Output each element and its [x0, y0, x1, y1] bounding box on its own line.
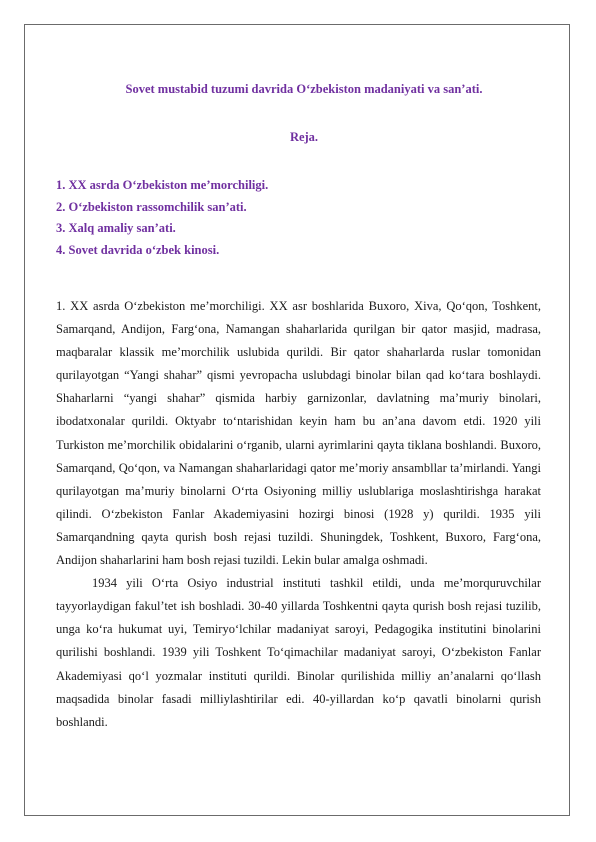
plan-heading: Reja. [289, 130, 319, 144]
plan-item: 3. Xalq amaliy san’ati. [56, 221, 176, 235]
body-text [56, 295, 541, 734]
plan-item: 2. O‘zbekiston rassomchilik san’ati. [56, 199, 247, 214]
plan-item: 1. XX asrda O‘zbekiston me’morchiligi. [56, 178, 269, 192]
paragraph: 1934 yili O‘rta Osiyo industrial instituti tashkil etildi, unda me’morquruvchilar tayyorlaydigan fakul’tet ish boshladi. 30-40 yillarda Toshkentni qayta qurish bosh rejasi tuzilib, unga ko‘ra hukumat uyi, Temiryo‘lchilar madaniyat saroyi, Pedagogika institutini binolarini qurilishi boshlandi. 1939 yili Toshkent To‘qimachilar madaniyat saroyi, O‘zbekiston Fanlar Akademiyasi qo‘l yozmalar instituti qurildi. Binolar qurilishida milliy an’analarni qo‘llash maqsadida binolar fasadi milliylashtirilar edi. 40-yillardan ko‘p qavatli binolarni qurish boshlandi. [56, 576, 541, 729]
document-title: Sovet mustabid tuzumi davrida O‘zbekiston madaniyati va san’ati. [125, 82, 483, 96]
paragraph: 1. XX asrda O‘zbekiston me’morchiligi. XX asr boshlarida Buxoro, Xiva, Qo‘qon, Toshkent, Samarqand, Andijon, Farg‘ona, Namangan shaharlarida qurilgan bir qator masjid, madrasa, maqbaralar klassik me’morchilik uslubida qurildi. Bir qator shaharlarda ruslar tomonidan qurilayotgan “Yangi shahar” qismi yevropacha uslubdagi binolar bilan qad ko‘tara boshlaydi. Shaharlarni “yangi shahar” qismida harbiy garnizonlar, davlatning ma’muriy binolari, ibodatxonalar qurildi. Oktyabr to‘ntarishidan keyin ham bu an’ana davom etdi. 1920 yili Turkiston me’morchilik obidalarini o‘rganib, ularni ayrimlarini qayta tiklana boshlandi. Buxoro, Samarqand, Qo‘qon, va Namangan shaharlaridagi qator me’moriy ansambllar ta’mirlandi. Yangi qurilayotgan ma’muriy binolarni O‘rta Osiyoning milliy uslublariga moslashtirishga harakat qilindi. O‘zbekiston Fanlar Akademiyasini hozirgi binosi (1928 y) qurildi. 1935 yili Samarqandning qayta qurish bosh rejasi tuzildi. Shuningdek, Toshkent, Buxoro, Farg‘ona, Andijon shaharlarini ham bosh rejasi tuzildi. Lekin bular amalga oshmadi. [56, 299, 541, 568]
plan-list [56, 175, 268, 261]
plan-item: 4. Sovet davrida o‘zbek kinosi. [56, 242, 220, 257]
